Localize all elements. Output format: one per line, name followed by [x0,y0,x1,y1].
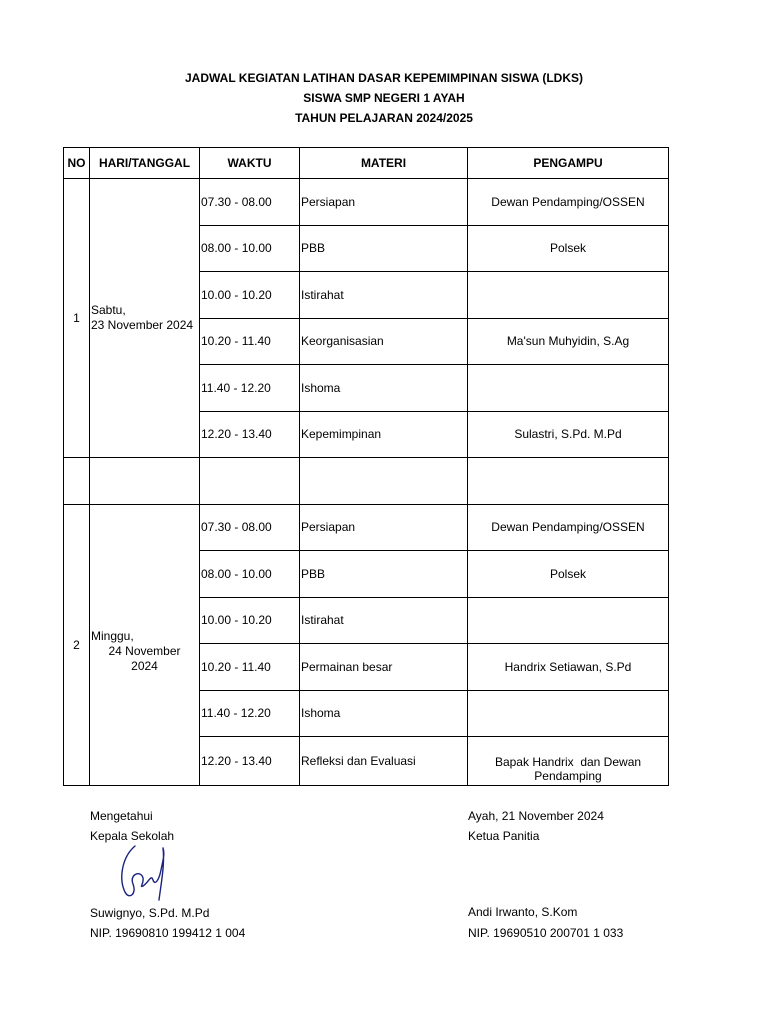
column-header-waktu: WAKTU [200,148,300,179]
footer-left-name: Suwignyo, S.Pd. M.Pd [90,906,210,920]
pengampu-cell [468,737,669,786]
time-cell: 10.20 - 11.40 [200,644,300,691]
materi-cell: Persiapan [300,179,468,226]
time-cell: 08.00 - 10.00 [200,225,300,272]
footer-right-name: Andi Irwanto, S.Kom [468,905,578,919]
time-cell: 11.40 - 12.20 [200,365,300,412]
pengampu-cell [468,597,669,644]
time-cell: 07.30 - 08.00 [200,179,300,226]
time-cell: 07.30 - 08.00 [200,504,300,551]
materi-cell: Keorganisasian [300,318,468,365]
materi-cell: Persiapan [300,504,468,551]
footer-left-role: Kepala Sekolah [90,829,175,843]
pengampu-cell: Dewan Pendamping/OSSEN [468,504,669,551]
document-subtitle-school: SISWA SMP NEGERI 1 AYAH [303,91,465,105]
pengampu-line: Pendamping [534,768,602,783]
empty-cell [90,458,200,505]
pengampu-cell [468,690,669,737]
materi-cell: Ishoma [300,690,468,737]
time-cell: 12.20 - 13.40 [200,737,300,786]
table-row [64,504,669,551]
pengampu-cell: Polsek [468,551,669,598]
day2-date-line1: 24 November [108,644,181,658]
day2-number: 2 [64,504,90,785]
day2-date-line2: 2024 [131,659,158,673]
time-cell: 10.00 - 10.20 [200,272,300,319]
materi-cell: Refleksi dan Evaluasi [300,737,468,786]
day1-date: 23 November 2024 [91,318,194,332]
time-cell: 08.00 - 10.00 [200,551,300,598]
signature-image [113,840,173,910]
column-header-no: NO [64,148,90,179]
table-row [64,179,669,226]
pengampu-cell: Sulastri, S.Pd. M.Pd [468,411,669,458]
empty-cell [300,458,468,505]
empty-cell [64,458,90,505]
pengampu-cell: Handrix Setiawan, S.Pd [468,644,669,691]
materi-cell: Ishoma [300,365,468,412]
table-row-empty [64,458,669,505]
materi-cell: Permainan besar [300,644,468,691]
time-cell: 12.20 - 13.40 [200,411,300,458]
table-header-row [64,148,669,179]
pengampu-cell: Ma'sun Muhyidin, S.Ag [468,318,669,365]
pengampu-cell [468,365,669,412]
day1-date-cell [90,179,200,458]
materi-cell: Kepemimpinan [300,411,468,458]
footer-left-acknowledge: Mengetahui [90,809,153,823]
pengampu-cell: Dewan Pendamping/OSSEN [468,179,669,226]
day2-date-cell [90,504,200,785]
column-header-hari-tanggal: HARI/TANGGAL [90,148,200,179]
footer-right-nip: NIP. 19690510 200701 1 033 [468,926,624,940]
document-title: JADWAL KEGIATAN LATIHAN DASAR KEPEMIMPINAN SISWA (LDKS) [185,71,583,85]
materi-cell: PBB [300,551,468,598]
empty-cell [468,458,669,505]
day2-day: Minggu, [91,629,134,643]
pengampu-cell [468,272,669,319]
time-cell: 10.20 - 11.40 [200,318,300,365]
day1-day: Sabtu, [91,303,126,317]
time-cell: 10.00 - 10.20 [200,597,300,644]
footer-right-place-date: Ayah, 21 November 2024 [468,809,604,823]
empty-cell [200,458,300,505]
materi-cell: PBB [300,225,468,272]
pengampu-line: Bapak Handrix dan Dewan [494,754,642,769]
pengampu-cell: Polsek [468,225,669,272]
day1-number: 1 [64,179,90,458]
footer-left-nip: NIP. 19690810 199412 1 004 [90,926,246,940]
footer-right-role: Ketua Panitia [468,829,540,843]
materi-cell: Istirahat [300,272,468,319]
time-cell: 11.40 - 12.20 [200,690,300,737]
column-header-materi: MATERI [300,148,468,179]
materi-cell: Istirahat [300,597,468,644]
column-header-pengampu: PENGAMPU [468,148,669,179]
document-subtitle-year: TAHUN PELAJARAN 2024/2025 [295,111,473,125]
schedule-table [63,147,669,786]
